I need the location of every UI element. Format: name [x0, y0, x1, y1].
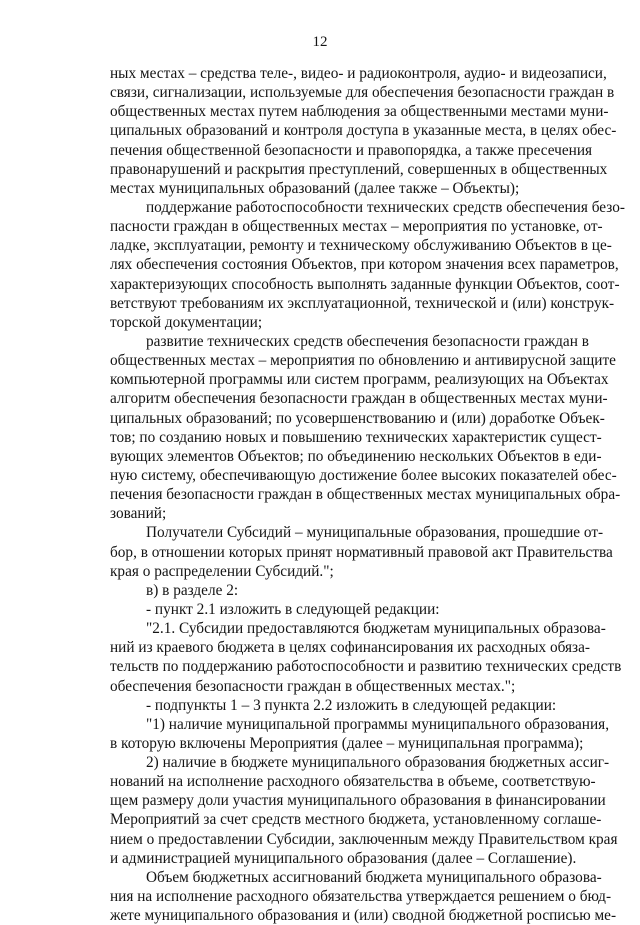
text-line: - пункт 2.1 изложить в следующей редакции:: [146, 600, 440, 618]
text-line: ветствуют требованиям их эксплуатационной, технической и (или) конструк-: [110, 294, 615, 312]
text-line: поддержание работоспособности технических средств обеспечения безо-: [146, 198, 625, 216]
text-line: общественных местах – мероприятия по обновлению и антивирусной защите: [110, 352, 616, 370]
text-line: - подпункты 1 – 3 пункта 2.2 изложить в следующей редакции:: [146, 696, 557, 714]
text-line: развитие технических средств обеспечения безопасности граждан в: [146, 332, 589, 350]
text-line: 2) наличие в бюджете муниципального образования бюджетных ассиг-: [146, 754, 610, 772]
paragraph: [110, 715, 610, 753]
paragraph: [110, 332, 621, 523]
text-line: нием о предоставлении Субсидии, заключенным между Правительством края: [110, 830, 618, 848]
text-line: жете муниципального образования и (или) сводной бюджетной росписью ме-: [110, 907, 617, 925]
text-line: алгоритм обеспечения безопасности граждан в общественных местах муни-: [110, 390, 608, 408]
text-line: тельств по поддержанию работоспособности и развитию технических средств: [110, 658, 622, 676]
paragraph: [110, 868, 617, 925]
paragraph: [110, 581, 586, 600]
text-line: ний из краевого бюджета в целях софинансирования их расходных обяза-: [110, 639, 590, 657]
text-line: ных местах – средства теле-, видео- и радиоконтроля, аудио- и видеозаписи,: [110, 65, 607, 82]
text-line: печения безопасности граждан в общественных местах муниципальных обра-: [110, 486, 621, 504]
body-text: [110, 64, 625, 925]
text-line: компьютерной программы или систем программ, реализующих на Объектах: [110, 371, 609, 389]
paragraph: [110, 619, 622, 696]
text-line: бор, в отношении которых принят нормативный правовой акт Правительства: [110, 543, 613, 561]
text-line: вующих элементов Объектов; по объединению нескольких Объектов в еди-: [110, 447, 602, 465]
text-line: в) в разделе 2:: [146, 581, 239, 599]
text-line: ципальных образований; по усовершенствованию и (или) доработке Объек-: [110, 409, 605, 427]
text-line: и администрацией муниципального образования (далее – Соглашение).: [110, 849, 577, 867]
text-line: торской документации;: [110, 313, 263, 331]
text-line: в которую включены Мероприятия (далее – муниципальная программа);: [110, 734, 584, 752]
text-line: ния на исполнение расходного обязательства утверждается решением о бюд-: [110, 888, 612, 906]
text-line: обеспечения безопасности граждан в общественных местах.";: [110, 677, 516, 695]
text-line: ную систему, обеспечивающую достижение более высоких показателей обес-: [110, 466, 617, 484]
paragraph: [110, 64, 617, 198]
text-line: общественных местах путем наблюдения за общественными местами муни-: [110, 103, 609, 121]
text-line: Объем бюджетных ассигнований бюджета муниципального образова-: [146, 868, 602, 886]
text-line: "1) наличие муниципальной программы муниципального образования,: [146, 715, 610, 733]
text-line: щем размеру доли участия муниципального образования в финансировании: [110, 792, 606, 810]
text-line: лях обеспечения состояния Объектов, при котором значения всех параметров,: [110, 256, 619, 274]
text-line: характеризующих способность выполнять заданные функции Объектов, соот-: [110, 275, 620, 293]
paragraph: [110, 198, 625, 332]
text-line: "2.1. Субсидии предоставляются бюджетам муниципальных образова-: [146, 620, 606, 638]
text-line: пасности граждан в общественных местах – мероприятия по установке, от-: [110, 218, 603, 236]
text-line: Получатели Субсидий – муниципальные образования, прошедшие от-: [146, 524, 604, 542]
text-line: местах муниципальных образований (далее также – Объекты);: [110, 179, 520, 197]
paragraph: [110, 600, 586, 619]
text-line: правонарушений и раскрытия преступлений, совершенных в общественных: [110, 160, 608, 178]
text-line: тов; по созданию новых и повышению технических характеристик сущест-: [110, 428, 602, 446]
text-line: печения общественной безопасности и правопорядка, а также пресечения: [110, 141, 593, 159]
text-line: края о распределении Субсидий.";: [110, 562, 334, 580]
paragraph: [110, 523, 613, 580]
paragraph: [110, 753, 618, 868]
text-line: Мероприятий за счет средств местного бюджета, установленному соглаше-: [110, 811, 602, 829]
page-number: 12: [312, 34, 328, 50]
text-line: ладке, эксплуатации, ремонту и техническому обслуживанию Объектов в це-: [110, 237, 612, 255]
paragraph: [110, 696, 586, 715]
text-line: нований на исполнение расходного обязательства в объеме, соответствую-: [110, 773, 596, 791]
text-line: ципальных образований и контроля доступа в указанные места, в целях обес-: [110, 122, 617, 140]
text-line: зований;: [110, 505, 167, 523]
text-line: связи, сигнализации, используемые для обеспечения безопасности граждан в: [110, 84, 615, 102]
